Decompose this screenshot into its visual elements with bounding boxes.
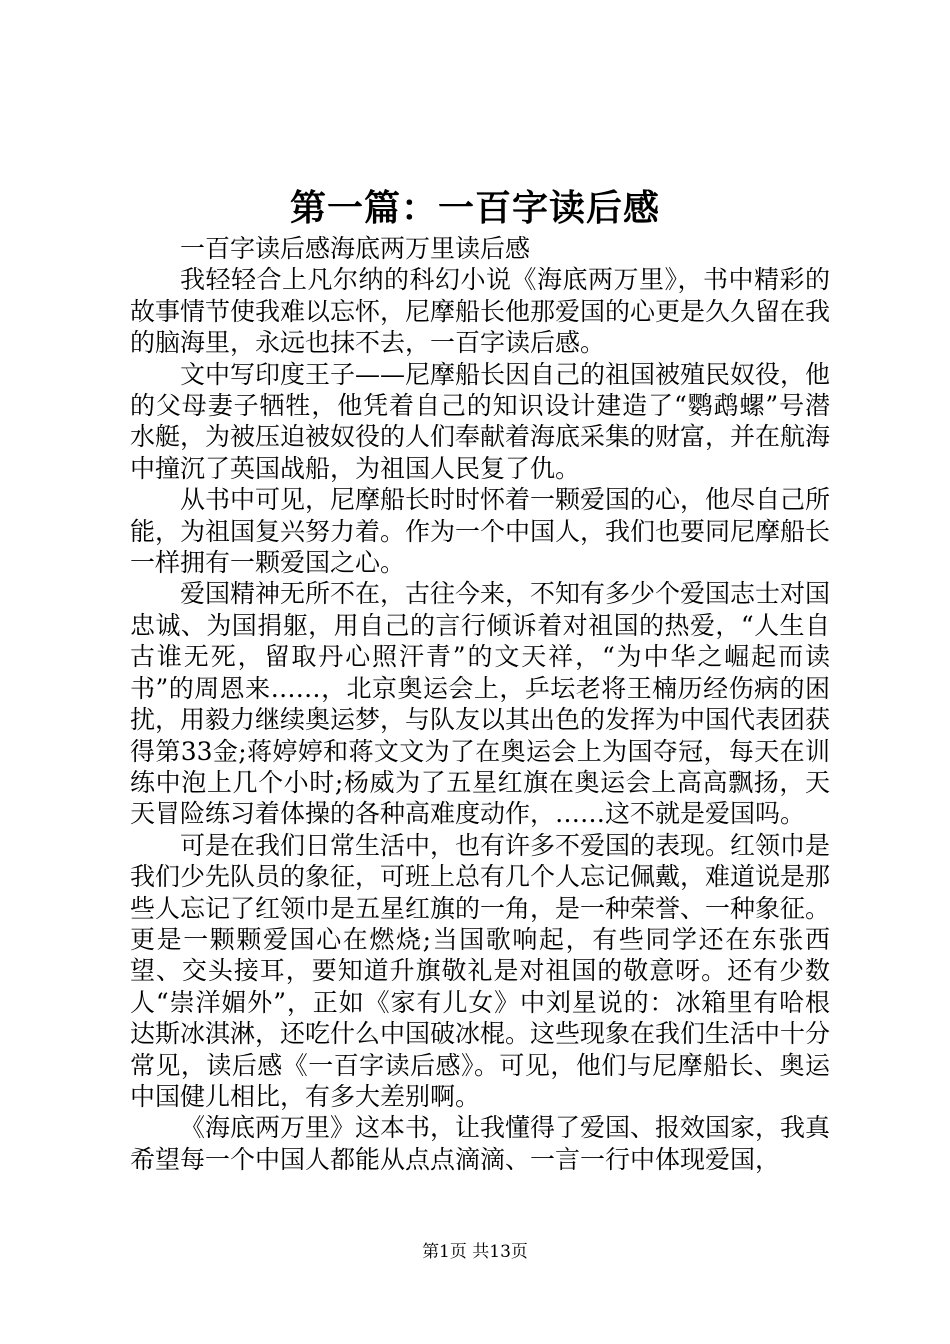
document-body bbox=[130, 233, 830, 1175]
paragraph: 爱国精神无所不在，古往今来，不知有多少个爱国志士对国忠诚、为国捐躯，用自己的言行倾诉着对祖国的热爱，“人生自古谁无死，留取丹心照汗青”的文天祥，“为中华之崛起而读书”的周恩来……，北京奥运会上，乒坛老将王楠历经伤病的困扰，用毅力继续奥运梦，与队友以其出色的发挥为中国代表团获得第33金;蒋婷婷和蒋文文为了在奥运会上为国夺冠，每天在训练中泡上几个小时;杨威为了五星红旗在奥运会上高高飘扬，天天冒险练习着体操的各种高难度动作，……这不就是爱国吗。 bbox=[130, 579, 831, 829]
paragraph: 文中写印度王子——尼摩船长因自己的祖国被殖民奴役，他的父母妻子牺牲，他凭着自己的知识设计建造了“鹦鹉螺”号潜水艇，为被压迫被奴役的人们奉献着海底采集的财富，并在航海中撞沉了英国战船，为祖国人民复了仇。 bbox=[130, 359, 831, 483]
document-title: 第一篇：一百字读后感 bbox=[289, 187, 660, 229]
document-subtitle: 一百字读后感海底两万里读后感 bbox=[180, 234, 531, 263]
paragraph: 《海底两万里》这本书，让我懂得了爱国、报效国家，我真希望每一个中国人都能从点点滴滴、一言一行中体现爱国， bbox=[130, 1113, 831, 1174]
page-number-footer: 第1页 共13页 bbox=[422, 1242, 528, 1262]
paragraph: 可是在我们日常生活中，也有许多不爱国的表现。红领巾是我们少先队员的象征，可班上总有几个人忘记佩戴，难道说是那些人忘记了红领巾是五星红旗的一角，是一种荣誉、一种象征。更是一颗颗爱国心在燃烧;当国歌响起，有些同学还在东张西望、交头接耳，要知道升旗敬礼是对祖国的敬意呀。还有少数人“崇洋媚外”，正如《家有儿女》中刘星说的：冰箱里有哈根达斯冰淇淋，还吃什么中国破冰棍。这些现象在我们生活中十分常见，读后感《一百字读后感》。可见，他们与尼摩船长、奥运中国健儿相比，有多大差别啊。 bbox=[130, 830, 831, 1111]
paragraph: 从书中可见，尼摩船长时时怀着一颗爱国的心，他尽自己所能，为祖国复兴努力着。作为一个中国人，我们也要同尼摩船长一样拥有一颗爱国之心。 bbox=[130, 485, 831, 578]
paragraph: 我轻轻合上凡尔纳的科幻小说《海底两万里》，书中精彩的故事情节使我难以忘怀，尼摩船长他那爱国的心更是久久留在我的脑海里，永远也抹不去，一百字读后感。 bbox=[130, 265, 831, 358]
